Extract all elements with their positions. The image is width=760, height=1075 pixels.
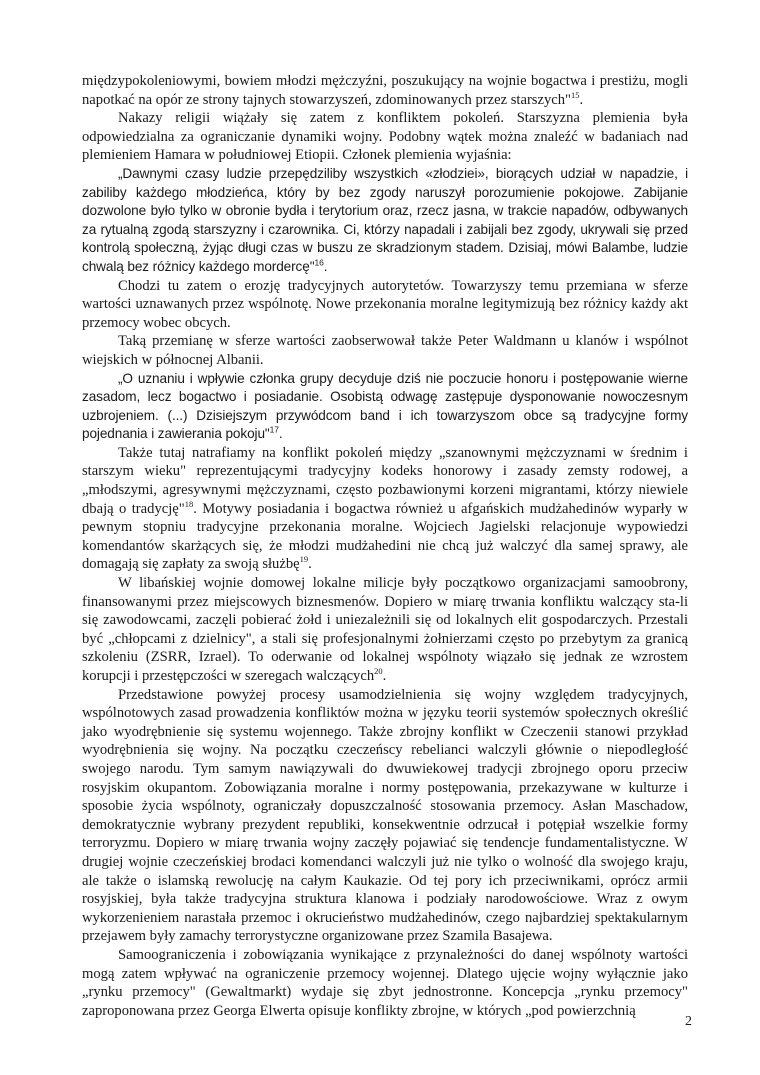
paragraph-1: międzypokoleniowymi, bowiem młodzi mężczyźni, poszukujący na wojnie bogactwa i prestiżu, mogli napotkać na opór ze strony tajnych stowarzyszeń, zdominowanych przez starszych"$^{15}$. [82, 73, 688, 108]
paragraph-8: Samoograniczenia i zobowiązania wynikające z przynależności do danej wspólnoty wartości mogą zatem wpływać na ograniczenie przemocy wojennej. Dlatego ujęcie wojny wyłącznie jako „rynku przemocy" (Gewaltmarkt) wydaje się zbyt jednostronne. Koncepcja „rynku przemocy" zaproponowana przez Georga Elwerta opisuje konflikty zbrojne, w których „pod powierzchnią [82, 946, 688, 1019]
footnote-ref-18[interactable]: 18 [184, 498, 194, 509]
body-text [82, 72, 688, 1020]
paragraph-5: Także tutaj natrafiamy na konflikt pokoleń między „szanownymi mężczyznami w średnim i starszym wieku" reprezentującymi tradycyjny kodeks honorowy i zasady zemsty rodowej, a „młodszymi, agresywnymi mężczyznami, często pozbawionymi korzeni migrantami, którzy niewiele dbają o tradycję"$^{18}$. Motywy posiadania i bogactwa również u afgańskich mudżahedinów wyparły w pewnym stopniu tradycyjne przekonania moralne. Wojciech Jagielski relacjonuje wypowiedzi komendantów skarżących się, że młodzi mudżahedini nie chcą już walczyć dla samej sprawy, ale domagają się zapłaty za swoją służbę$^{19}$. [82, 444, 688, 573]
quote-hamara: „Dawnymi czasy ludzie przepędziliby wszystkich «złodziei», biorących udział w napadzie, i zabiliby każdego młodzieńca, który by bez zgody naruszył porozumienie pokojowe. Zabijanie dozwolone było tylko w obronie bydła i terytorium oraz, rzecz jasna, w trakcie napadów, odbywanych za rytualną zgodą starszyzny i czarownika. Ci, którzy napadali i zabijali bez zgody, ukrywali się przed kontrolą społeczną, żyjąc długi czas w buszu ze skradzionym stadem. Dzisiaj, mówi Balambe, ludzie chwalą bez różnicy każdego mordercę"$^{16}$. [82, 165, 688, 274]
paragraph-7: Przedstawione powyżej procesy usamodzielnienia się wojny względem tradycyjnych, wspólnotowych zasad prowadzenia konfliktów można w języku teorii systemów społecznych określić jako wyodrębnienie się systemu wojennego. Także zbrojny konflikt w Czeczenii stanowi przykład wyodrębnienia się wojny. Na początku czeczeńscy rebelianci walczyli głównie o niepodległość swojego narodu. Tym samym nawiązywali do dwuwiekowej tradycji zbrojnego oporu przeciw rosyjskim okupantom. Zobowiązania moralne i normy postępowania, przekazywane w kulturze i sposobie życia wspólnoty, ograniczały dopuszczalność stosowania przemocy. Asłan Maschadow, demokratycznie wybrany prezydent republiki, konsekwentnie odrzucał i potępiał wszelkie formy terroryzmu. Dopiero w miarę trwania wojny zaczęły pojawiać się tendencje fundamentalistyczne. W drugiej wojnie czeczeńskiej brodaci komendanci walczyli już nie tylko o wolność dla swojego kraju, ale także o islamską rewolucję na całym Kaukazie. Od tej pory ich przeciwnikami, oprócz armii rosyjskiej, była także tradycyjna struktura klanowa i podziały narodowościowe. Wraz z owym wykorzenieniem narastała przemoc i okrucieństwo mudżahedinów, czego najbardziej spektakularnym przejawem były zamachy terrorystyczne organizowane przez Szamila Basajewa. [82, 686, 688, 945]
quote-albania: „O uznaniu i wpływie członka grupy decyduje dziś nie poczucie honoru i postępowanie wierne zasadom, lecz bogactwo i posiadanie. Osobistą odwagę zastępuje dysponowanie nowoczesnym uzbrojeniem. (...) Dzisiejszym przywódcom band i ich towarzyszom obce są tradycyjne formy pojednania i zawierania pokoju"$^{17}$. [82, 370, 688, 442]
paragraph-6: W libańskiej wojnie domowej lokalne milicje były początkowo organizacjami samoobrony, finansowanymi przez miejscowych biznesmenów. Dopiero w miarę trwania konfliktu walczący sta-li się zawodowcami, zaczęli pobierać żołd i uniezależnili się od lokalnych elit gospodarczych. Przestali być „chłopcami z dzielnicy", a stali się profesjonalnymi żołnierzami często po przebytym za granicą szkoleniu (ZSRR, Izrael). To oderwanie od lokalnej wspólnoty wiązało się jednak ze wzrostem korupcji i przestępczości w szeregach walczących$^{20}$. [82, 575, 688, 684]
paragraph-3: Chodzi tu zatem o erozję tradycyjnych autorytetów. Towarzyszy temu przemiana w sferze wartości uznawanych przez wspólnotę. Nowe przekonania moralne legitymizują bez różnicy każdy akt przemocy wobec obcych. [82, 277, 688, 331]
paragraph-4: Taką przemianę w sferze wartości zaobserwował także Peter Waldmann u klanów i wspólnot wiejskich w północnej Albanii. [82, 333, 688, 368]
footnote-ref-16[interactable]: 16 [314, 257, 324, 268]
footnote-ref-20[interactable]: 20 [374, 666, 383, 677]
page-number: 2 [685, 1014, 692, 1029]
footnote-ref-19[interactable]: 19 [299, 554, 309, 565]
paragraph-2: Nakazy religii wiążały się zatem z konfliktem pokoleń. Starszyzna plemienia była odpowiedzialna za ograniczanie dynamiki wojny. Podobny wątek można znaleźć w badaniach nad plemieniem Hamara w południowej Etiopii. Członek plemienia wyjaśnia: [82, 110, 688, 164]
footnote-ref-17[interactable]: 17 [269, 424, 279, 435]
footnote-ref-15[interactable]: 15 [571, 89, 580, 100]
